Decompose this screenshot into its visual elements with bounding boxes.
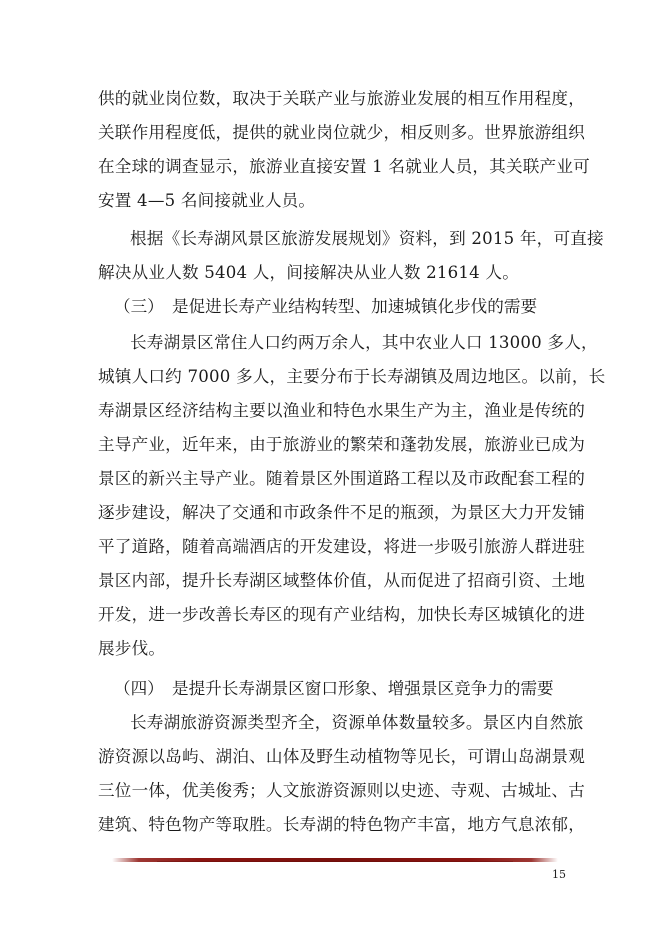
paragraph-line: 长寿湖旅游资源类型齐全，资源单体数量较多。景区内自然旅 [130,713,584,732]
paragraph-line: 游资源以岛屿、湖泊、山体及野生动植物等见长，可谓山岛湖景观 [98,747,586,766]
paragraph-line: 根据《长寿湖风景区旅游发展规划》资料，到 2015 年，可直接 [130,229,604,248]
paragraph-line: 开发，进一步改善长寿区的现有产业结构，加快长寿区城镇化的进 [98,605,586,624]
paragraph-line: 平了道路，随着高端酒店的开发建设，将进一步吸引旅游人群进驻 [98,537,586,556]
section-heading [0,290,662,324]
footer-rule [112,858,558,862]
paragraph-line: 安置 4—5 名间接就业人员。 [98,191,316,210]
paragraph-line: 城镇人口约 7000 多人，主要分布于长寿湖镇及周边地区。以前，长 [98,367,606,386]
paragraph-line: 供的就业岗位数，取决于关联产业与旅游业发展的相互作用程度， [98,89,586,108]
paragraph-line: 解决从业人数 5404 人，间接解决从业人数 21614 人。 [98,263,520,282]
paragraph-line: 寿湖景区经济结构主要以渔业和特色水果生产为主，渔业是传统的 [98,401,586,420]
paragraph-line: 在全球的调查显示，旅游业直接安置 1 名就业人员，其关联产业可 [98,157,590,176]
paragraph-line: 长寿湖景区常住人口约两万余人，其中农业人口 13000 多人， [130,333,598,352]
paragraph-line: 逐步建设，解决了交通和市政条件不足的瓶颈，为景区大力开发铺 [98,503,586,522]
page-number: 15 [552,868,566,881]
section-title: 是促进长寿产业结构转型、加速城镇化步伐的需要 [172,297,538,316]
paragraph-line: 关联作用程度低，提供的就业岗位就少，相反则多。世界旅游组织 [98,123,586,142]
paragraph-line: 景区内部，提升长寿湖区域整体价值，从而促进了招商引资、土地 [98,571,586,590]
paragraph-line: 景区的新兴主导产业。随着景区外围道路工程以及市政配套工程的 [98,469,586,488]
paragraph-line: 主导产业，近年来，由于旅游业的繁荣和蓬勃发展，旅游业已成为 [98,435,586,454]
section-heading [0,672,662,706]
section-number: （四） [114,679,164,698]
section-number: （三） [114,297,164,316]
paragraph-line: 展步伐。 [98,639,166,658]
section-title: 是提升长寿湖景区窗口形象、增强景区竞争力的需要 [172,679,554,698]
paragraph-line: 三位一体，优美俊秀；人文旅游资源则以史迹、寺观、古城址、古 [98,781,586,800]
paragraph-line: 建筑、特色物产等取胜。长寿湖的特色物产丰富，地方气息浓郁， [98,815,586,834]
